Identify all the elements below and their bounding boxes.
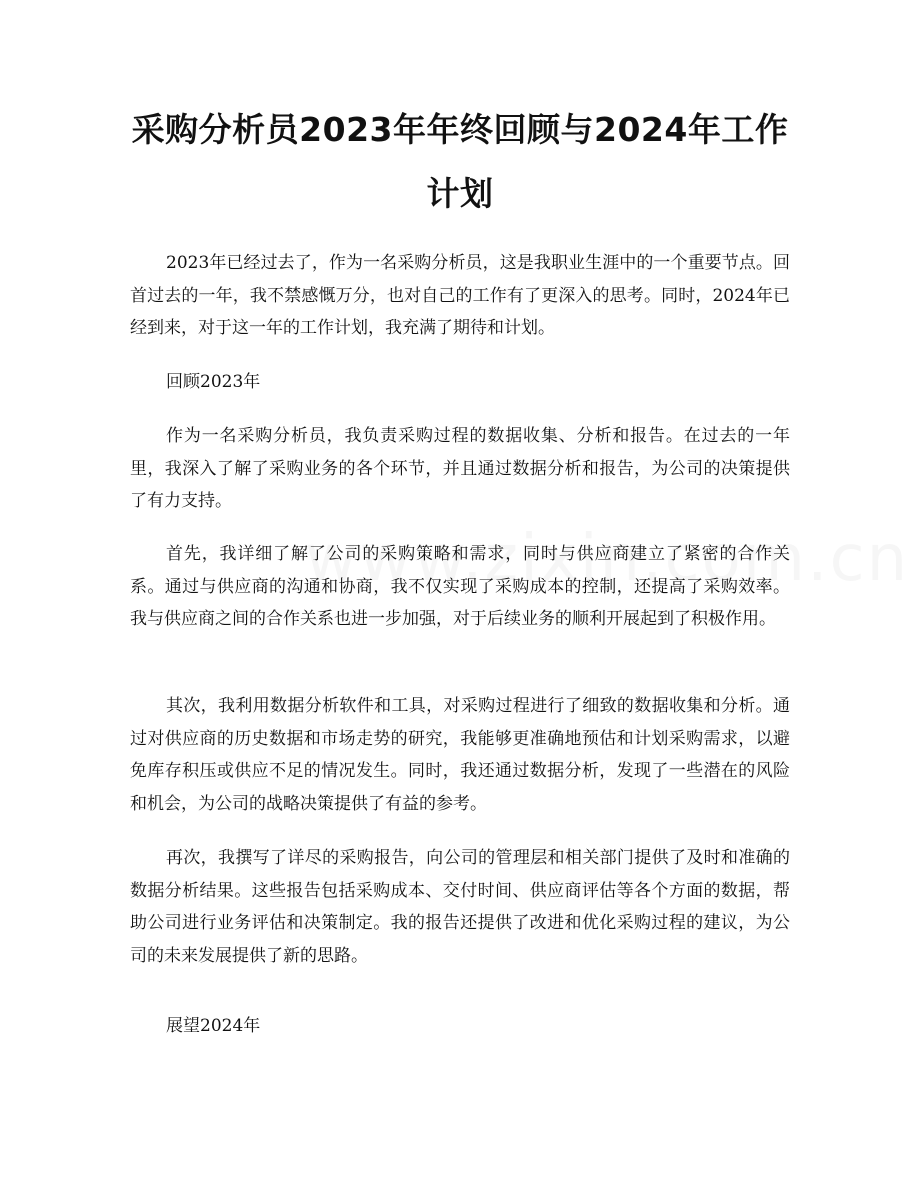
section-heading-review-2023: 回顾2023年	[166, 372, 261, 392]
review-paragraph-2: 首先，我详细了解了公司的采购策略和需求，同时与供应商建立了紧密的合作关系。通过与供应商的沟通和协商，我不仅实现了采购成本的控制，还提高了采购效率。我与供应商之间的合作关系也进一步加强，对于后续业务的顺利开展起到了积极作用。	[130, 544, 790, 629]
document-title: 采购分析员2023年年终回顾与2024年工作计划	[131, 110, 789, 213]
review-paragraph-4: 再次，我撰写了详尽的采购报告，向公司的管理层和相关部门提供了及时和准确的数据分析结果。这些报告包括采购成本、交付时间、供应商评估等各个方面的数据，帮助公司进行业务评估和决策制定。我的报告还提供了改进和优化采购过程的建议，为公司的未来发展提供了新的思路。	[130, 848, 790, 966]
review-paragraph-3: 其次，我利用数据分析软件和工具，对采购过程进行了细致的数据收集和分析。通过对供应商的历史数据和市场走势的研究，我能够更准确地预估和计划采购需求，以避免库存积压或供应不足的情况发生。同时，我还通过数据分析，发现了一些潜在的风险和机会，为公司的战略决策提供了有益的参考。	[130, 696, 790, 814]
intro-paragraph: 2023年已经过去了，作为一名采购分析员，这是我职业生涯中的一个重要节点。回首过去的一年，我不禁感慨万分，也对自己的工作有了更深入的思考。同时，2024年已经到来，对于这一年的工作计划，我充满了期待和计划。	[130, 253, 790, 338]
section-heading-outlook-2024: 展望2024年	[166, 1016, 261, 1036]
review-paragraph-1: 作为一名采购分析员，我负责采购过程的数据收集、分析和报告。在过去的一年里，我深入了解了采购业务的各个环节，并且通过数据分析和报告，为公司的决策提供了有力支持。	[130, 426, 790, 511]
